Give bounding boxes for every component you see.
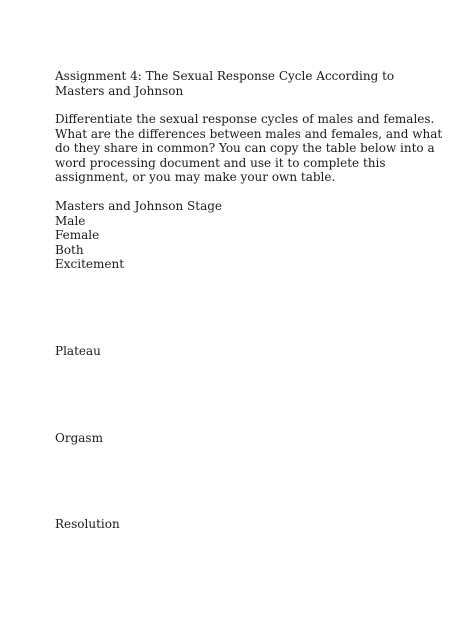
table-header-both: Both bbox=[55, 242, 84, 257]
assignment-title bbox=[55, 69, 405, 98]
stage-plateau: Plateau bbox=[55, 344, 101, 358]
instruction-line: word processing document and use it to complete this bbox=[55, 155, 386, 170]
stage-resolution: Resolution bbox=[55, 517, 120, 531]
instruction-line: do they share in common? You can copy the table below into a bbox=[55, 141, 435, 155]
instruction-line: Differentiate the sexual response cycles of males and females. bbox=[55, 112, 435, 126]
instruction-line: What are the differences between males and females, and what bbox=[55, 126, 443, 141]
table-header-female: Female bbox=[55, 228, 100, 242]
table-header-stage: Masters and Johnson Stage bbox=[55, 199, 223, 213]
stage-orgasm: Orgasm bbox=[55, 431, 103, 445]
assignment-instructions bbox=[55, 112, 443, 185]
stage-table bbox=[55, 199, 405, 272]
stage-excitement: Excitement bbox=[55, 257, 125, 271]
title-line: Masters and Johnson bbox=[55, 83, 184, 98]
table-header-male: Male bbox=[55, 213, 86, 228]
instruction-line: assignment, or you may make your own table. bbox=[55, 170, 336, 184]
title-line: Assignment 4: The Sexual Response Cycle According to bbox=[55, 69, 395, 83]
